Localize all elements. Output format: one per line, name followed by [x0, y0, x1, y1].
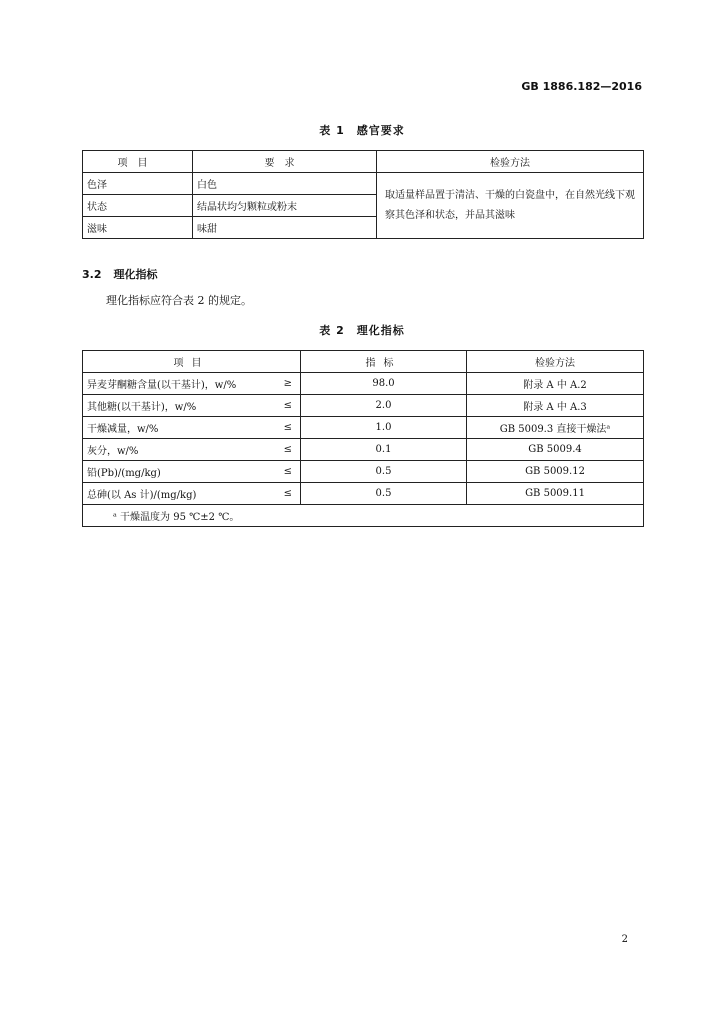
table-row [83, 395, 644, 417]
table-row [83, 483, 644, 505]
column-header: 要求 [193, 151, 377, 173]
column-header: 项目 [83, 151, 193, 173]
table-header-row [83, 351, 644, 373]
method-cell: GB 5009.4 [467, 439, 644, 461]
method-cell: 取适量样品置于清洁、干燥的白瓷盘中，在自然光线下观察其色泽和状态，并品其滋味 [377, 173, 644, 239]
item-cell: 总砷(以 As 计)/(mg/kg) [83, 483, 273, 505]
item-cell: 其他糖(以干基计)，w/% [83, 395, 273, 417]
table-header-row [83, 151, 644, 173]
column-header: 检验方法 [377, 151, 644, 173]
item-cell: 铅(Pb)/(mg/kg) [83, 461, 273, 483]
item-cell: 状态 [83, 195, 193, 217]
comparison-symbol: ≤ [273, 483, 301, 505]
column-header: 检验方法 [467, 351, 644, 373]
value-cell: 98.0 [301, 373, 467, 395]
table-row [83, 439, 644, 461]
table-note-row [83, 505, 644, 527]
comparison-symbol: ≥ [273, 373, 301, 395]
method-cell: 附录 A 中 A.2 [467, 373, 644, 395]
section-paragraph: 理化指标应符合表 2 的规定。 [106, 294, 252, 307]
item-cell: 滋味 [83, 217, 193, 239]
table2-caption: 表 2 理化指标 [319, 324, 405, 337]
item-cell: 干燥减量，w/% [83, 417, 273, 439]
method-cell: GB 5009.12 [467, 461, 644, 483]
standard-code: GB 1886.182—2016 [521, 80, 642, 93]
table1-caption: 表 1 感官要求 [319, 124, 405, 137]
item-cell: 灰分，w/% [83, 439, 273, 461]
table-row [83, 373, 644, 395]
comparison-symbol: ≤ [273, 461, 301, 483]
comparison-symbol: ≤ [273, 439, 301, 461]
item-cell: 异麦芽酮糖含量(以干基计)，w/% [83, 373, 273, 395]
comparison-symbol: ≤ [273, 417, 301, 439]
requirement-cell: 味甜 [193, 217, 377, 239]
table-footnote: ᵃ 干燥温度为 95 ℃±2 ℃。 [83, 505, 644, 527]
value-cell: 0.5 [301, 483, 467, 505]
item-cell: 色泽 [83, 173, 193, 195]
section-heading [82, 266, 158, 282]
table-row [83, 173, 644, 195]
column-header: 指标 [301, 351, 467, 373]
requirement-cell: 结晶状均匀颗粒或粉末 [193, 195, 377, 217]
method-cell: 附录 A 中 A.3 [467, 395, 644, 417]
method-cell: GB 5009.3 直接干燥法ᵃ [467, 417, 644, 439]
section-number: 3.2 [82, 268, 102, 281]
method-cell: GB 5009.11 [467, 483, 644, 505]
value-cell: 2.0 [301, 395, 467, 417]
value-cell: 0.5 [301, 461, 467, 483]
table-row [83, 461, 644, 483]
section-title: 理化指标 [113, 268, 158, 281]
value-cell: 1.0 [301, 417, 467, 439]
physicochemical-table [82, 350, 644, 527]
comparison-symbol: ≤ [273, 395, 301, 417]
column-header: 项目 [83, 351, 301, 373]
table-row [83, 417, 644, 439]
sensory-requirements-table [82, 150, 644, 239]
requirement-cell: 白色 [193, 173, 377, 195]
value-cell: 0.1 [301, 439, 467, 461]
page-number: 2 [621, 934, 628, 945]
